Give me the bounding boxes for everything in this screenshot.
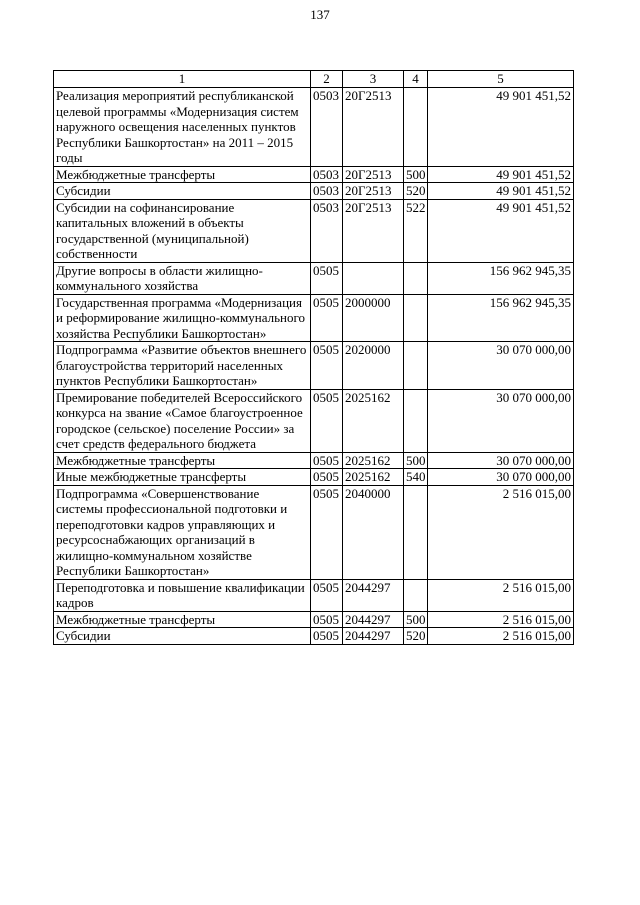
- row-type: [404, 389, 428, 452]
- budget-table: [53, 70, 574, 645]
- row-target: 2044297: [343, 611, 404, 628]
- row-type: 500: [404, 611, 428, 628]
- table-row: [54, 469, 574, 486]
- row-type: [404, 342, 428, 390]
- row-amount: 30 070 000,00: [428, 469, 574, 486]
- row-name: Реализация мероприятий республиканской целевой программы «Модернизация систем наружного освещения населенных пунктов Республики Башкортостан» на 2011 – 2015 годы: [54, 88, 311, 167]
- table-row: [54, 389, 574, 452]
- row-name: Премирование победителей Всероссийского конкурса на звание «Самое благоустроенное городское (сельское) поселение России» за счет средств федерального бюджета: [54, 389, 311, 452]
- row-amount: 49 901 451,52: [428, 88, 574, 167]
- table-row: [54, 579, 574, 611]
- row-section: 0503: [311, 183, 343, 200]
- row-type: 500: [404, 166, 428, 183]
- header-col-section: 2: [311, 71, 343, 88]
- row-target: 2025162: [343, 469, 404, 486]
- row-name: Переподготовка и повышение квалификации кадров: [54, 579, 311, 611]
- row-name: Межбюджетные трансферты: [54, 452, 311, 469]
- row-section: 0505: [311, 628, 343, 645]
- row-target: 2044297: [343, 628, 404, 645]
- row-name: Другие вопросы в области жилищно-коммунального хозяйства: [54, 262, 311, 294]
- row-type: 540: [404, 469, 428, 486]
- table-row: [54, 485, 574, 579]
- table-row: [54, 199, 574, 262]
- row-target: 2025162: [343, 389, 404, 452]
- row-target: 2044297: [343, 579, 404, 611]
- row-section: 0505: [311, 452, 343, 469]
- row-target: 2000000: [343, 294, 404, 342]
- row-target: 20Г2513: [343, 199, 404, 262]
- table-row: [54, 88, 574, 167]
- row-target: 20Г2513: [343, 88, 404, 167]
- row-target: 2025162: [343, 452, 404, 469]
- table-row: [54, 611, 574, 628]
- row-section: 0505: [311, 485, 343, 579]
- row-name: Государственная программа «Модернизация и реформирование жилищно-коммунального хозяйства Республики Башкортостан»: [54, 294, 311, 342]
- header-col-amount: 5: [428, 71, 574, 88]
- row-name: Межбюджетные трансферты: [54, 166, 311, 183]
- row-amount: 49 901 451,52: [428, 166, 574, 183]
- table-row: [54, 294, 574, 342]
- page-number: 137: [310, 7, 330, 22]
- row-section: 0503: [311, 199, 343, 262]
- row-type: [404, 88, 428, 167]
- row-target: 2040000: [343, 485, 404, 579]
- table-row: [54, 166, 574, 183]
- header-col-name: 1: [54, 71, 311, 88]
- row-amount: 2 516 015,00: [428, 628, 574, 645]
- row-section: 0505: [311, 579, 343, 611]
- row-amount: 30 070 000,00: [428, 342, 574, 390]
- row-name: Подпрограмма «Совершенствование системы профессиональной подготовки и переподготовки кадров управляющих и ресурсоснабжающих организаций в жилищно-коммунальном хозяйстве Республики Башкортостан»: [54, 485, 311, 579]
- row-amount: 2 516 015,00: [428, 579, 574, 611]
- table-row: [54, 628, 574, 645]
- row-target: 2020000: [343, 342, 404, 390]
- row-type: [404, 485, 428, 579]
- row-section: 0505: [311, 469, 343, 486]
- row-target: 20Г2513: [343, 183, 404, 200]
- row-name: Иные межбюджетные трансферты: [54, 469, 311, 486]
- row-amount: 156 962 945,35: [428, 294, 574, 342]
- row-amount: 2 516 015,00: [428, 611, 574, 628]
- table-row: [54, 342, 574, 390]
- row-amount: 156 962 945,35: [428, 262, 574, 294]
- table-row: [54, 452, 574, 469]
- row-section: 0505: [311, 262, 343, 294]
- row-name: Субсидии: [54, 628, 311, 645]
- row-type: 522: [404, 199, 428, 262]
- row-target: [343, 262, 404, 294]
- table-body: [54, 88, 574, 645]
- row-name: Субсидии: [54, 183, 311, 200]
- header-col-type: 4: [404, 71, 428, 88]
- row-section: 0505: [311, 342, 343, 390]
- row-name: Подпрограмма «Развитие объектов внешнего благоустройства территорий населенных пунктов Республики Башкортостан»: [54, 342, 311, 390]
- row-section: 0505: [311, 389, 343, 452]
- row-section: 0503: [311, 88, 343, 167]
- row-section: 0505: [311, 611, 343, 628]
- row-type: 520: [404, 628, 428, 645]
- row-type: [404, 579, 428, 611]
- row-target: 20Г2513: [343, 166, 404, 183]
- header-col-target: 3: [343, 71, 404, 88]
- header-row: [54, 71, 574, 88]
- row-amount: 30 070 000,00: [428, 389, 574, 452]
- row-name: Межбюджетные трансферты: [54, 611, 311, 628]
- row-amount: 49 901 451,52: [428, 199, 574, 262]
- row-amount: 2 516 015,00: [428, 485, 574, 579]
- row-type: [404, 294, 428, 342]
- table-row: [54, 183, 574, 200]
- row-amount: 30 070 000,00: [428, 452, 574, 469]
- row-type: [404, 262, 428, 294]
- row-amount: 49 901 451,52: [428, 183, 574, 200]
- row-type: 520: [404, 183, 428, 200]
- table-header: [54, 71, 574, 88]
- table-row: [54, 262, 574, 294]
- row-type: 500: [404, 452, 428, 469]
- row-section: 0505: [311, 294, 343, 342]
- row-name: Субсидии на софинансирование капитальных вложений в объекты государственной (муниципальной) собственности: [54, 199, 311, 262]
- row-section: 0503: [311, 166, 343, 183]
